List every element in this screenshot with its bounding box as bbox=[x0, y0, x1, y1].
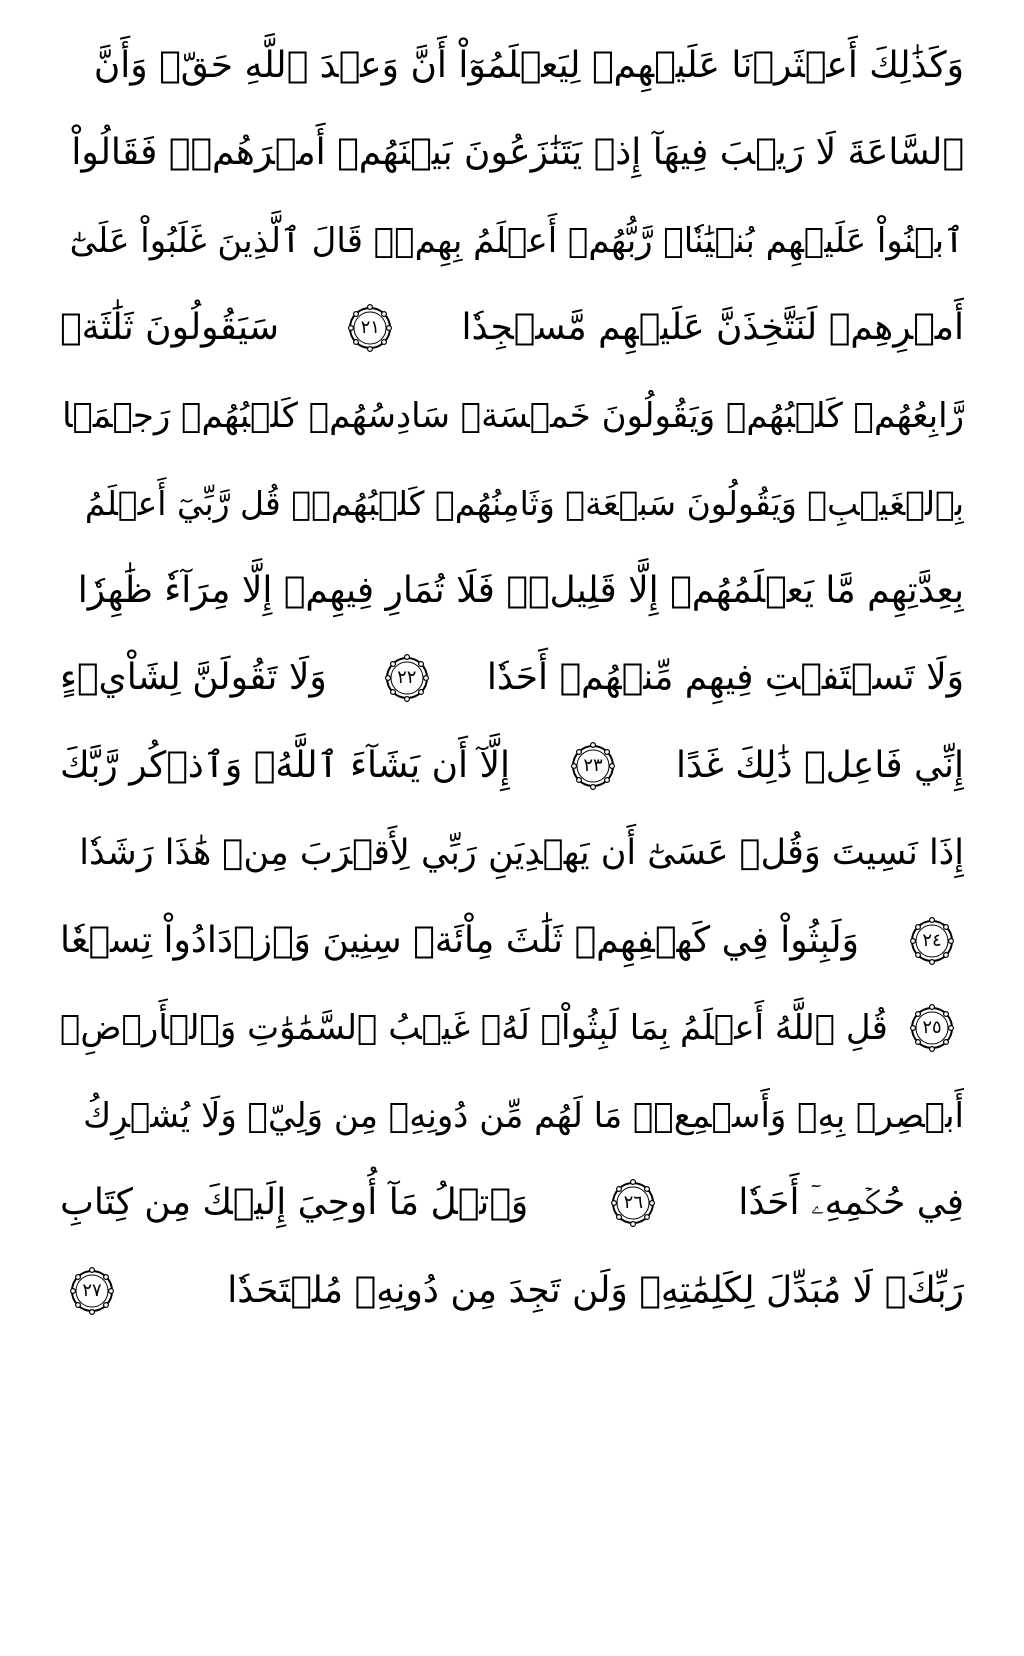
verse-text: أَبۡصِرۡ بِهِۦ وَأَسۡمِعۡۚ مَا لَهُم مِّن دُونِهِۦ مِن وَلِيّٖ وَلَا يُشۡرِكُ bbox=[83, 1095, 964, 1136]
text-line bbox=[60, 460, 964, 548]
verse-number-marker bbox=[346, 304, 394, 352]
verse-number-marker bbox=[68, 1267, 116, 1315]
verse-number-marker bbox=[609, 1179, 657, 1227]
text-line bbox=[60, 810, 964, 898]
verse-number-marker bbox=[908, 917, 956, 965]
text-line bbox=[60, 547, 964, 635]
text-line bbox=[60, 985, 964, 1073]
verse-text: وَكَذَٰلِكَ أَعۡثَرۡنَا عَلَيۡهِمۡ لِيَعۡلَمُوٓاْ أَنَّ وَعۡدَ ٱللَّهِ حَقّٞ وَأَنَّ bbox=[93, 44, 964, 86]
text-line bbox=[60, 1072, 964, 1160]
verse-number: ٢٤ bbox=[922, 929, 942, 951]
text-line bbox=[60, 722, 964, 810]
verse-text: ٱبۡنُواْ عَلَيۡهِم بُنۡيَٰنٗاۖ رَّبُّهُمۡ أَعۡلَمُ بِهِمۡۚ قَالَ ٱلَّذِينَ غَلَبُواْ عَلَىٰٓ bbox=[69, 220, 964, 261]
text-line bbox=[60, 22, 964, 110]
verse-number: ٢٢ bbox=[397, 667, 417, 689]
text-line bbox=[60, 197, 964, 285]
verse-text: بِعِدَّتِهِم مَّا يَعۡلَمُهُمۡ إِلَّا قَلِيلٞۗ فَلَا تُمَارِ فِيهِمۡ إِلَّا مِرَآءٗ ظَٰهِرٗا bbox=[77, 569, 964, 611]
verse-text: وَلَبِثُواْ فِي كَهۡفِهِمۡ ثَلَٰثَ مِاْئَةٖ سِنِينَ وَٱزۡدَادُواْ تِسۡعٗا bbox=[60, 919, 859, 961]
verse-number: ٢١ bbox=[360, 317, 380, 339]
verse-text: قُلِ ٱللَّهُ أَعۡلَمُ بِمَا لَبِثُواْۖ لَهُۥ غَيۡبُ ٱلسَّمَٰوَٰتِ وَٱلۡأَرۡضِۖ bbox=[60, 1008, 888, 1049]
text-line bbox=[60, 110, 964, 198]
text-line bbox=[60, 897, 964, 985]
verse-text: فِي حُكۡمِهِۦٓ أَحَدٗا bbox=[738, 1182, 964, 1224]
verse-text: وَلَا تَسۡتَفۡتِ فِيهِم مِّنۡهُمۡ أَحَدٗا bbox=[486, 657, 964, 699]
verse-text: وَلَا تَقُولَنَّ لِشَاْيۡءٍ bbox=[60, 657, 327, 699]
verse-text: وَٱتۡلُ مَآ أُوحِيَ إِلَيۡكَ مِن كِتَابِ bbox=[60, 1182, 529, 1224]
verse-text: إِلَّآ أَن يَشَآءَ ٱللَّهُۚ وَٱذۡكُر رَّبَّكَ bbox=[60, 744, 510, 786]
verse-text: رَبِّكَۖ لَا مُبَدِّلَ لِكَلِمَٰتِهِۦ وَلَن تَجِدَ مِن دُونِهِۦ مُلۡتَحَدٗا bbox=[227, 1269, 964, 1311]
verse-text: أَمۡرِهِمۡ لَنَتَّخِذَنَّ عَلَيۡهِم مَّسۡجِدٗا bbox=[461, 307, 964, 349]
verse-text: رَّابِعُهُمۡ كَلۡبُهُمۡ وَيَقُولُونَ خَمۡسَةٞ سَادِسُهُمۡ كَلۡبُهُمۡ رَجۡمَۢا bbox=[62, 395, 964, 436]
verse-number-marker bbox=[908, 1004, 956, 1052]
verse-text: إِذَا نَسِيتَ وَقُلۡ عَسَىٰٓ أَن يَهۡدِيَنِ رَبِّي لِأَقۡرَبَ مِنۡ هَٰذَا رَشَدٗا bbox=[79, 832, 964, 873]
text-line bbox=[60, 635, 964, 723]
text-line bbox=[60, 285, 964, 373]
text-line bbox=[60, 1160, 964, 1248]
verse-text: ٱلسَّاعَةَ لَا رَيۡبَ فِيهَآ إِذۡ يَتَنَٰزَعُونَ بَيۡنَهُمۡ أَمۡرَهُمۡۖ فَقَالُواْ bbox=[71, 132, 964, 174]
verse-number: ٢٦ bbox=[623, 1192, 644, 1214]
verse-number: ٢٣ bbox=[583, 754, 603, 776]
verse-number-marker bbox=[569, 742, 617, 790]
verse-number: ٢٧ bbox=[82, 1279, 102, 1301]
text-line bbox=[60, 1247, 964, 1335]
verse-number: ٢٥ bbox=[922, 1017, 942, 1039]
verse-number-marker bbox=[383, 654, 431, 702]
text-line bbox=[60, 372, 964, 460]
verse-text: بِٱلۡغَيۡبِۖ وَيَقُولُونَ سَبۡعَةٞ وَثَامِنُهُمۡ كَلۡبُهُمۡۚ قُل رَّبِّيٓ أَعۡلَمُ bbox=[84, 483, 964, 523]
verse-text: سَيَقُولُونَ ثَلَٰثَةٞ bbox=[60, 307, 280, 349]
verse-text: إِنِّي فَاعِلٞ ذَٰلِكَ غَدًا bbox=[676, 744, 964, 786]
